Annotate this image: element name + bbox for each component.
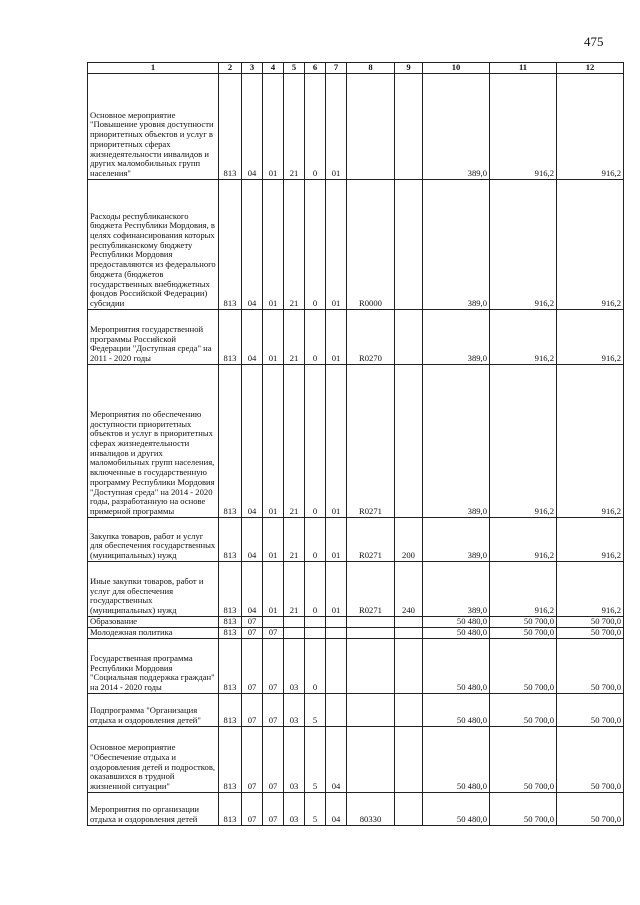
table-row <box>88 627 624 638</box>
code-cell: 04 <box>242 517 263 561</box>
row-label: Образование <box>88 616 219 627</box>
amount-cell: 50 700,0 <box>557 726 624 792</box>
code-cell: 5 <box>305 726 326 792</box>
code-cell <box>326 693 347 726</box>
code-cell: 04 <box>242 73 263 179</box>
row-label: Молодежная политика <box>88 627 219 638</box>
row-label: Мероприятия государственной программы Российской Федерации "Доступная среда" на 2011 - 2020 годы <box>88 309 219 364</box>
amount-cell: 50 700,0 <box>557 792 624 825</box>
amount-cell: 916,2 <box>557 517 624 561</box>
code-cell: 01 <box>326 517 347 561</box>
code-cell <box>395 726 423 792</box>
code-cell: R0000 <box>347 179 395 309</box>
code-cell <box>284 616 305 627</box>
code-cell: 01 <box>326 561 347 616</box>
amount-cell: 916,2 <box>490 179 557 309</box>
table-row <box>88 309 624 364</box>
code-cell <box>395 616 423 627</box>
amount-cell: 389,0 <box>423 309 490 364</box>
amount-cell: 916,2 <box>557 309 624 364</box>
table-row <box>88 693 624 726</box>
row-label: Основное мероприятие "Повышение уровня доступности приоритетных объектов и услуг в приоритетных сферах жизнедеятельности инвалидов и других маломобильных групп населения" <box>88 73 219 179</box>
code-cell: 200 <box>395 517 423 561</box>
code-cell: 21 <box>284 517 305 561</box>
code-cell <box>305 616 326 627</box>
code-cell: 813 <box>219 693 242 726</box>
code-cell: 07 <box>242 627 263 638</box>
code-cell: 03 <box>284 726 305 792</box>
table-row <box>88 616 624 627</box>
page-number: 475 <box>584 34 604 49</box>
code-cell <box>395 638 423 693</box>
amount-cell: 916,2 <box>557 561 624 616</box>
header-cell: 1 <box>88 63 219 74</box>
code-cell: 813 <box>219 638 242 693</box>
amount-cell: 50 700,0 <box>557 616 624 627</box>
table-row <box>88 364 624 517</box>
amount-cell: 916,2 <box>490 73 557 179</box>
amount-cell: 916,2 <box>557 73 624 179</box>
code-cell: 0 <box>305 179 326 309</box>
code-cell: 0 <box>305 73 326 179</box>
amount-cell: 50 480,0 <box>423 792 490 825</box>
code-cell: 01 <box>263 179 284 309</box>
code-cell: 07 <box>242 693 263 726</box>
row-label: Подпрограмма "Организация отдыха и оздоровления детей" <box>88 693 219 726</box>
header-cell: 6 <box>305 63 326 74</box>
code-cell: 07 <box>263 792 284 825</box>
table-row <box>88 792 624 825</box>
code-cell <box>395 627 423 638</box>
code-cell: 07 <box>242 616 263 627</box>
code-cell: 0 <box>305 309 326 364</box>
code-cell: 80330 <box>347 792 395 825</box>
row-label: Закупка товаров, работ и услуг для обеспечения государственных (муниципальных) нужд <box>88 517 219 561</box>
amount-cell: 50 480,0 <box>423 627 490 638</box>
code-cell: 01 <box>326 179 347 309</box>
amount-cell: 389,0 <box>423 73 490 179</box>
code-cell <box>326 638 347 693</box>
table-row <box>88 73 624 179</box>
amount-cell: 916,2 <box>490 561 557 616</box>
row-label: Расходы республиканского бюджета Республики Мордовия, в целях софинансирования которых республиканскому бюджету Республики Мордовия предоставляются из федерального бюджета (бюджетов государственных внебюджетных фондов Российской Федерации) субсидии <box>88 179 219 309</box>
code-cell <box>395 309 423 364</box>
code-cell <box>347 616 395 627</box>
code-cell: 21 <box>284 364 305 517</box>
amount-cell: 916,2 <box>490 517 557 561</box>
code-cell <box>263 616 284 627</box>
code-cell: 01 <box>326 73 347 179</box>
code-cell <box>395 693 423 726</box>
code-cell: 01 <box>263 517 284 561</box>
amount-cell: 916,2 <box>490 364 557 517</box>
amount-cell: 50 480,0 <box>423 693 490 726</box>
header-cell: 4 <box>263 63 284 74</box>
code-cell: 5 <box>305 792 326 825</box>
header-cell: 11 <box>490 63 557 74</box>
amount-cell: 50 700,0 <box>490 792 557 825</box>
header-cell: 10 <box>423 63 490 74</box>
amount-cell: 50 700,0 <box>490 638 557 693</box>
code-cell: 01 <box>263 364 284 517</box>
code-cell: R0271 <box>347 517 395 561</box>
code-cell: 07 <box>263 627 284 638</box>
code-cell: 0 <box>305 517 326 561</box>
code-cell: 813 <box>219 726 242 792</box>
code-cell: R0270 <box>347 309 395 364</box>
code-cell: 07 <box>242 638 263 693</box>
code-cell: 07 <box>242 792 263 825</box>
code-cell: 240 <box>395 561 423 616</box>
table-row <box>88 638 624 693</box>
row-label: Государственная программа Республики Мордовия "Социальная поддержка граждан" на 2014 - 2020 годы <box>88 638 219 693</box>
amount-cell: 916,2 <box>557 364 624 517</box>
code-cell <box>395 179 423 309</box>
header-cell: 5 <box>284 63 305 74</box>
code-cell: 21 <box>284 309 305 364</box>
amount-cell: 50 700,0 <box>557 627 624 638</box>
code-cell: 813 <box>219 179 242 309</box>
header-cell: 3 <box>242 63 263 74</box>
amount-cell: 916,2 <box>490 309 557 364</box>
amount-cell: 50 700,0 <box>490 627 557 638</box>
code-cell: 01 <box>263 561 284 616</box>
table-row <box>88 517 624 561</box>
code-cell: 04 <box>326 792 347 825</box>
code-cell: 813 <box>219 364 242 517</box>
amount-cell: 389,0 <box>423 561 490 616</box>
row-label: Иные закупки товаров, работ и услуг для обеспечения государственных (муниципальных) нужд <box>88 561 219 616</box>
amount-cell: 50 700,0 <box>490 616 557 627</box>
amount-cell: 50 700,0 <box>557 638 624 693</box>
budget-table <box>87 62 624 826</box>
amount-cell: 50 480,0 <box>423 616 490 627</box>
code-cell: R0271 <box>347 364 395 517</box>
amount-cell: 50 480,0 <box>423 726 490 792</box>
code-cell: 07 <box>263 726 284 792</box>
code-cell: R0271 <box>347 561 395 616</box>
amount-cell: 916,2 <box>557 179 624 309</box>
code-cell: 813 <box>219 561 242 616</box>
header-row <box>88 63 624 74</box>
code-cell: 813 <box>219 627 242 638</box>
code-cell: 04 <box>242 309 263 364</box>
code-cell <box>347 693 395 726</box>
amount-cell: 50 700,0 <box>557 693 624 726</box>
header-cell: 2 <box>219 63 242 74</box>
code-cell: 21 <box>284 179 305 309</box>
header-cell: 7 <box>326 63 347 74</box>
header-cell: 8 <box>347 63 395 74</box>
code-cell: 04 <box>242 179 263 309</box>
code-cell <box>347 726 395 792</box>
row-label: Мероприятия по обеспечению доступности приоритетных объектов и услуг в приоритетных сферах жизнедеятельности инвалидов и других маломобильных групп населения, включенные в государственную программу Республики Мордовия "Доступная среда" на 2014 - 2020 годы, разработанную на основе примерной программы <box>88 364 219 517</box>
code-cell: 07 <box>242 726 263 792</box>
amount-cell: 389,0 <box>423 364 490 517</box>
code-cell: 01 <box>326 364 347 517</box>
code-cell: 21 <box>284 73 305 179</box>
table-row <box>88 561 624 616</box>
code-cell: 04 <box>242 364 263 517</box>
code-cell: 01 <box>326 309 347 364</box>
amount-cell: 389,0 <box>423 179 490 309</box>
code-cell <box>347 73 395 179</box>
code-cell: 01 <box>263 73 284 179</box>
code-cell: 03 <box>284 638 305 693</box>
code-cell: 01 <box>263 309 284 364</box>
code-cell <box>284 627 305 638</box>
header-cell: 9 <box>395 63 423 74</box>
header-cell: 12 <box>557 63 624 74</box>
code-cell: 813 <box>219 792 242 825</box>
code-cell: 21 <box>284 561 305 616</box>
code-cell: 03 <box>284 693 305 726</box>
amount-cell: 50 700,0 <box>490 726 557 792</box>
code-cell <box>347 627 395 638</box>
code-cell <box>395 792 423 825</box>
code-cell: 813 <box>219 73 242 179</box>
code-cell <box>305 627 326 638</box>
code-cell: 813 <box>219 616 242 627</box>
table-row <box>88 179 624 309</box>
code-cell <box>326 616 347 627</box>
code-cell: 813 <box>219 309 242 364</box>
code-cell: 03 <box>284 792 305 825</box>
code-cell <box>326 627 347 638</box>
code-cell: 07 <box>263 693 284 726</box>
code-cell: 07 <box>263 638 284 693</box>
code-cell: 0 <box>305 364 326 517</box>
code-cell: 04 <box>326 726 347 792</box>
row-label: Основное мероприятие "Обеспечение отдыха и оздоровления детей и подростков, оказавшихся в трудной жизненной ситуации" <box>88 726 219 792</box>
code-cell: 813 <box>219 517 242 561</box>
code-cell: 0 <box>305 638 326 693</box>
code-cell <box>395 73 423 179</box>
code-cell: 04 <box>242 561 263 616</box>
row-label: Мероприятия по организации отдыха и оздоровления детей <box>88 792 219 825</box>
table-row <box>88 726 624 792</box>
amount-cell: 50 480,0 <box>423 638 490 693</box>
code-cell: 5 <box>305 693 326 726</box>
amount-cell: 50 700,0 <box>490 693 557 726</box>
code-cell <box>395 364 423 517</box>
code-cell: 0 <box>305 561 326 616</box>
code-cell <box>347 638 395 693</box>
amount-cell: 389,0 <box>423 517 490 561</box>
